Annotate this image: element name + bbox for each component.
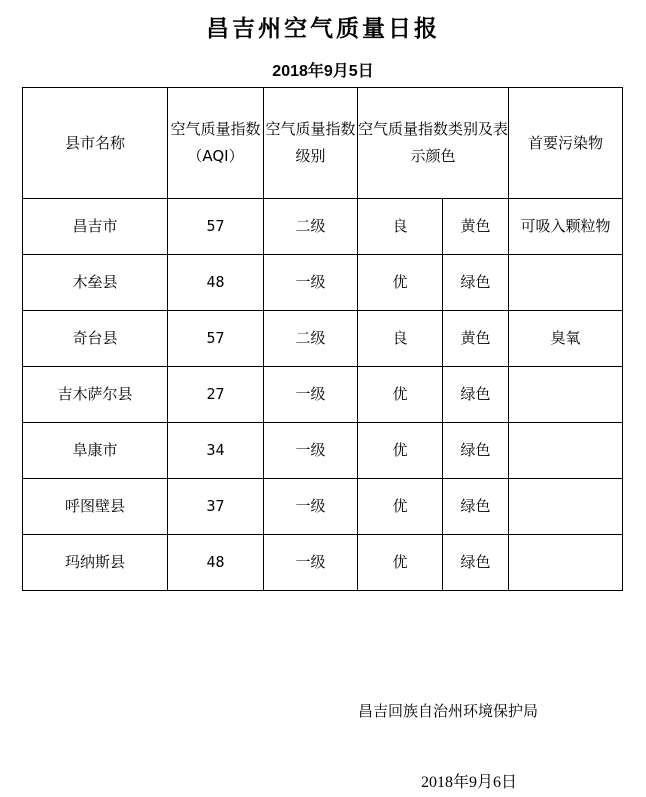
county-name: 玛纳斯县	[23, 535, 168, 591]
aqi-level: 二级	[264, 311, 358, 367]
county-name: 奇台县	[23, 311, 168, 367]
document-title: 昌吉州空气质量日报	[206, 15, 440, 42]
header-aqi: 空气质量指数（AQI）	[168, 88, 264, 199]
table-header-row	[23, 88, 623, 199]
county-name: 木垒县	[23, 255, 168, 311]
county-name: 吉木萨尔县	[23, 367, 168, 423]
aqi-level: 二级	[264, 199, 358, 255]
table-row	[23, 255, 623, 311]
aqi-value: 48	[168, 255, 264, 311]
aqi-category: 良	[358, 311, 443, 367]
table-row	[23, 311, 623, 367]
aqi-category: 优	[358, 479, 443, 535]
header-pollutant: 首要污染物	[509, 88, 623, 199]
primary-pollutant: 臭氧	[509, 311, 623, 367]
aqi-value: 48	[168, 535, 264, 591]
header-category: 空气质量指数类别及表示颜色	[358, 88, 509, 199]
aqi-category: 优	[358, 367, 443, 423]
county-name: 阜康市	[23, 423, 168, 479]
aqi-value: 57	[168, 311, 264, 367]
aqi-category: 优	[358, 255, 443, 311]
header-county: 县市名称	[23, 88, 168, 199]
county-name: 呼图壁县	[23, 479, 168, 535]
report-date: 2018年9月5日	[272, 63, 374, 80]
aqi-category: 优	[358, 423, 443, 479]
air-quality-table	[22, 87, 623, 591]
primary-pollutant	[509, 367, 623, 423]
aqi-color: 绿色	[443, 255, 509, 311]
issue-date: 2018年9月6日	[421, 774, 518, 791]
primary-pollutant	[509, 535, 623, 591]
primary-pollutant	[509, 423, 623, 479]
aqi-value: 57	[168, 199, 264, 255]
aqi-level: 一级	[264, 367, 358, 423]
table-row	[23, 367, 623, 423]
aqi-color: 绿色	[443, 479, 509, 535]
primary-pollutant: 可吸入颗粒物	[509, 199, 623, 255]
aqi-level: 一级	[264, 535, 358, 591]
aqi-level: 一级	[264, 423, 358, 479]
aqi-color: 黄色	[443, 199, 509, 255]
issuing-agency: 昌吉回族自治州环境保护局	[358, 702, 539, 720]
aqi-level: 一级	[264, 255, 358, 311]
aqi-color: 绿色	[443, 367, 509, 423]
aqi-color: 黄色	[443, 311, 509, 367]
table-row	[23, 535, 623, 591]
table-row	[23, 199, 623, 255]
table-row	[23, 423, 623, 479]
primary-pollutant	[509, 255, 623, 311]
aqi-category: 优	[358, 535, 443, 591]
aqi-color: 绿色	[443, 423, 509, 479]
aqi-value: 34	[168, 423, 264, 479]
table-row	[23, 479, 623, 535]
header-level: 空气质量指数级别	[264, 88, 358, 199]
aqi-category: 良	[358, 199, 443, 255]
aqi-value: 37	[168, 479, 264, 535]
aqi-level: 一级	[264, 479, 358, 535]
primary-pollutant	[509, 479, 623, 535]
county-name: 昌吉市	[23, 199, 168, 255]
aqi-value: 27	[168, 367, 264, 423]
aqi-color: 绿色	[443, 535, 509, 591]
